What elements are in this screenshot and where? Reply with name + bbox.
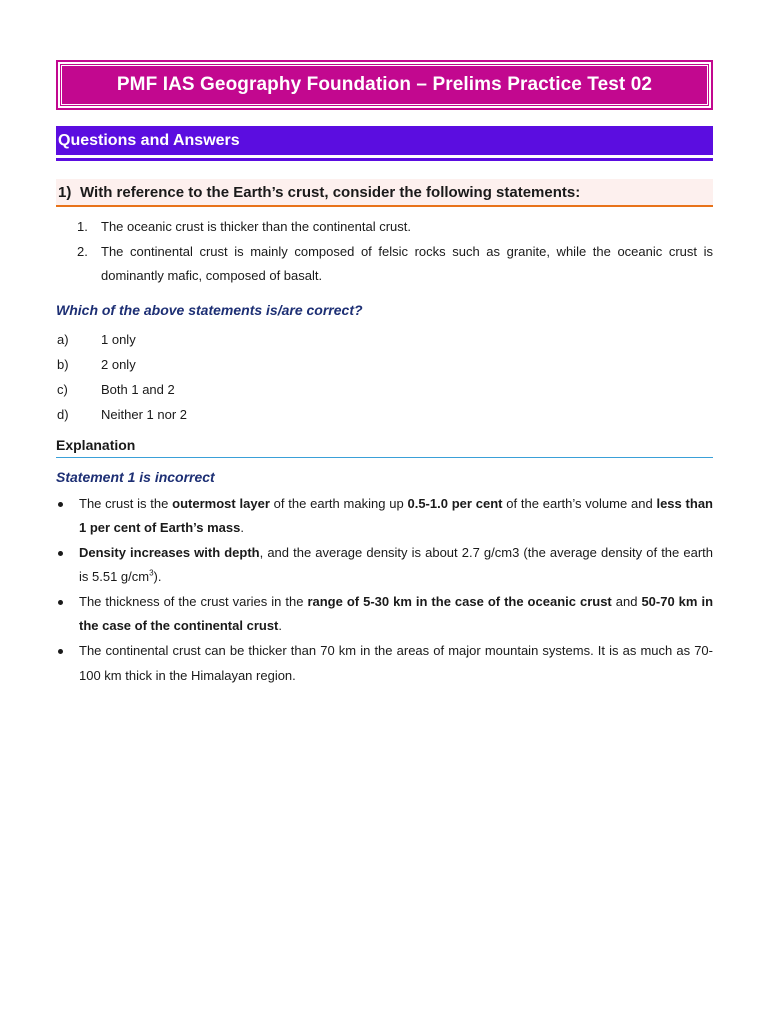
bullet-item	[56, 639, 713, 688]
statement-list	[56, 215, 713, 289]
question-number: 1)	[58, 183, 72, 201]
option-label: a)	[57, 331, 69, 347]
option-text: 2 only	[101, 356, 136, 372]
bold-run: outermost layer	[172, 495, 270, 511]
explanation-heading: Explanation	[56, 437, 713, 458]
option-text: Both 1 and 2	[101, 381, 175, 397]
superscript: 3	[149, 568, 154, 578]
document-page	[56, 60, 713, 688]
page-title: PMF IAS Geography Foundation – Prelims Practice Test 02	[61, 65, 708, 105]
bullet-icon	[58, 551, 63, 556]
text-run: .	[240, 520, 244, 536]
statement-item	[56, 215, 713, 240]
text-run: , and the average density is about 2.7 g/cm3 (the average density of the earth is 5.51 g/cm	[79, 544, 713, 585]
text-run: and	[611, 593, 642, 609]
text-run: ).	[153, 569, 162, 585]
option-text: Neither 1 nor 2	[101, 406, 187, 422]
bold-run: 0.5-1.0 per cent	[407, 495, 503, 511]
option-list	[56, 327, 713, 427]
option-label: c)	[57, 381, 68, 397]
option-b[interactable]	[56, 352, 713, 377]
question-text: With reference to the Earth’s crust, consider the following statements:	[80, 183, 581, 201]
bullet-item	[56, 541, 713, 590]
option-label: b)	[57, 356, 69, 372]
text-run: The crust is the	[79, 495, 173, 511]
text-run: The continental crust can be thicker than 70 km in the areas of major mountain systems. It is as much as 70-100 km thick in the Himalayan region.	[79, 643, 713, 683]
bold-run: less than 1 per cent of Earth’s mass	[79, 495, 713, 536]
option-c[interactable]	[56, 377, 713, 402]
question-heading	[56, 179, 713, 207]
statement-item	[56, 240, 713, 289]
statement-text: The oceanic crust is thicker than the continental crust.	[101, 219, 411, 234]
bullet-item	[56, 590, 713, 639]
bold-run: Density increases with depth	[79, 544, 260, 560]
statement-number: 2.	[77, 243, 88, 259]
question-prompt: Which of the above statements is/are correct?	[56, 301, 363, 318]
explanation-bullets	[56, 492, 713, 689]
option-a[interactable]	[56, 327, 713, 352]
bullet-icon	[58, 600, 63, 605]
section-divider	[56, 158, 713, 161]
bold-run: range of 5-30 km in the case of the oceanic crust	[307, 593, 612, 609]
option-d[interactable]	[56, 402, 713, 427]
section-heading: Questions and Answers	[56, 126, 713, 155]
text-run: of the earth’s volume and	[502, 495, 657, 511]
option-label: d)	[57, 406, 69, 422]
text-run: of the earth making up	[269, 495, 408, 511]
bullet-icon	[58, 502, 63, 507]
bullet-icon	[58, 649, 63, 654]
bullet-item	[56, 492, 713, 541]
bold-run: 50-70 km in the case of the continental crust	[79, 593, 714, 634]
statement-text: The continental crust is mainly composed of felsic rocks such as granite, while the oceanic crust is dominantly mafic, composed of basalt.	[101, 243, 713, 283]
title-banner	[56, 60, 713, 110]
statement-verdict-heading: Statement 1 is incorrect	[56, 468, 215, 485]
statement-number: 1.	[77, 219, 88, 234]
option-text: 1 only	[101, 331, 136, 347]
text-run: .	[278, 618, 282, 634]
text-run: The thickness of the crust varies in the	[79, 593, 308, 609]
